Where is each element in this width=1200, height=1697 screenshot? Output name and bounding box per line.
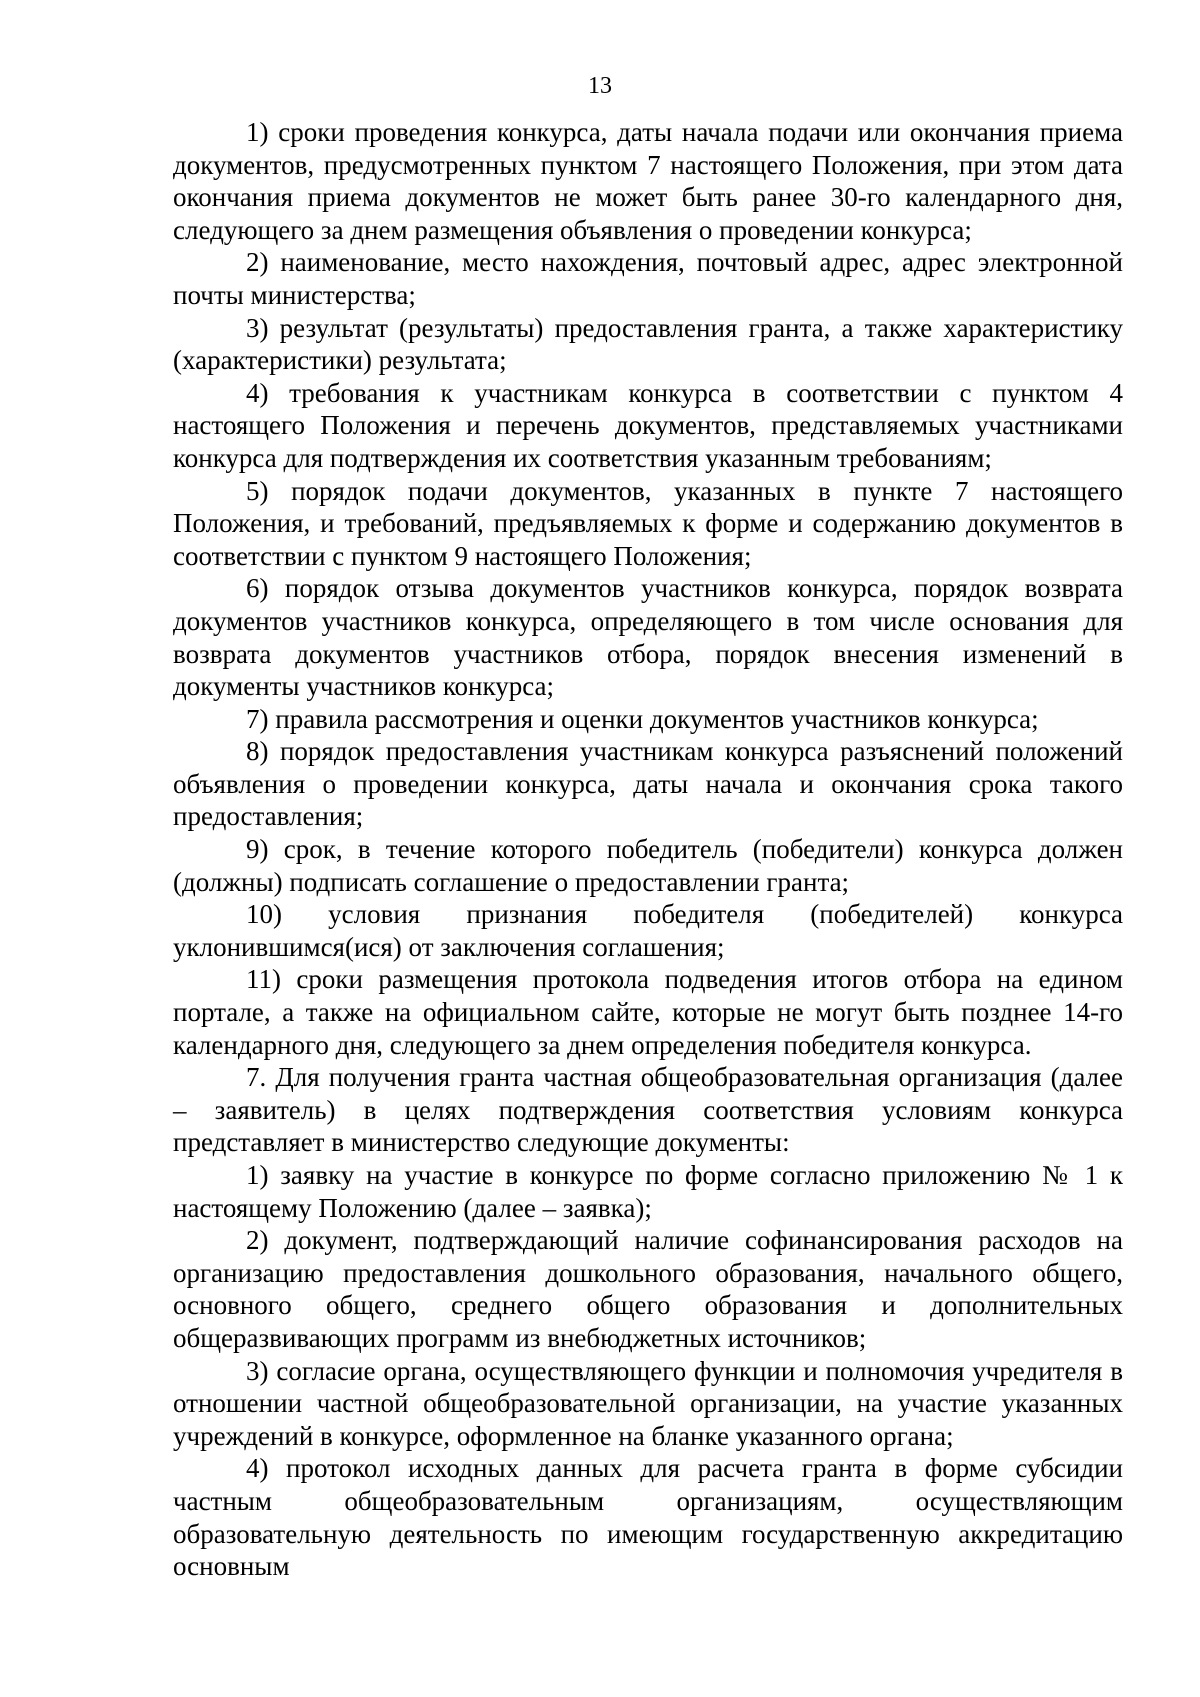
paragraph-item-4-participant-requirements: 4) требования к участникам конкурса в соответствии с пунктом 4 настоящего Положения и перечень документов, представляемых участниками конкурса для подтверждения их соответствия указанным требованиям; bbox=[173, 377, 1123, 473]
paragraph-item-7-evaluation-rules: 7) правила рассмотрения и оценки документов участников конкурса; bbox=[246, 703, 1039, 734]
paragraph-doc-4-protocol: 4) протокол исходных данных для расчета гранта в форме субсидии частным общеобразовательным организациям, осуществляющим образовательную деятельность по имеющим государственную аккредитацию основным bbox=[173, 1453, 1123, 1582]
paragraph-item-8-clarifications: 8) порядок предоставления участникам конкурса разъяснений положений объявления о проведении конкурса, даты начала и окончания срока такого предоставления; bbox=[173, 736, 1123, 832]
document-body bbox=[173, 116, 1123, 1583]
paragraph-item-9-signing-deadline: 9) срок, в течение которого победитель (победители) конкурса должен (должны) подписать соглашение о предоставлении гранта; bbox=[173, 834, 1123, 897]
paragraph-item-11-protocol-publication: 11) сроки размещения протокола подведения итогов отбора на едином портале, а также на официальном сайте, которые не могут быть позднее 14-го календарного дня, следующего за днем определения победителя конкурса. bbox=[173, 964, 1123, 1060]
paragraph-item-3-grant-result: 3) результат (результаты) предоставления гранта, а также характеристику (характеристики) результата; bbox=[173, 312, 1123, 376]
paragraph-doc-3-founder-consent: 3) согласие органа, осуществляющего функции и полномочия учредителя в отношении частной общеобразовательной организации, на участие указанных учреждений в конкурсе, оформленное на бланке указанного органа; bbox=[173, 1355, 1123, 1451]
paragraph-item-6-withdrawal-order: 6) порядок отзыва документов участников конкурса, порядок возврата документов участников конкурса, определяющего в том числе основания для возврата документов участников отбора, порядок внесения изменений в документы участников конкурса; bbox=[173, 573, 1123, 702]
paragraph-section-7-intro: 7. Для получения гранта частная общеобразовательная организация (далее – заявитель) в целях подтверждения соответствия условиям конкурса представляет в министерство следующие документы: bbox=[173, 1062, 1123, 1158]
page-number: 13 bbox=[588, 73, 612, 99]
paragraph-doc-1-application: 1) заявку на участие в конкурсе по форме согласно приложению № 1 к настоящему Положению (далее – заявка); bbox=[173, 1160, 1123, 1223]
paragraph-item-5-submission-order: 5) порядок подачи документов, указанных в пункте 7 настоящего Положения, и требований, предъявляемых к форме и содержанию документов в соответствии с пунктом 9 настоящего Положения; bbox=[173, 475, 1123, 571]
paragraph-doc-2-cofinancing: 2) документ, подтверждающий наличие софинансирования расходов на организацию предоставления дошкольного образования, начального общего, основного общего, среднего общего образования и дополнительных общеразвивающих программ из внебюджетных источников; bbox=[173, 1225, 1123, 1353]
paragraph-item-1-deadlines: 1) сроки проведения конкурса, даты начала подачи или окончания приема документов, предусмотренных пунктом 7 настоящего Положения, при этом дата окончания приема документов не может быть ранее 30-го календарного дня, следующего за днем размещения объявления о проведении конкурса; bbox=[173, 117, 1123, 245]
paragraph-item-2-ministry-address: 2) наименование, место нахождения, почтовый адрес, адрес электронной почты министерства; bbox=[173, 247, 1123, 310]
paragraph-item-10-evasion-conditions: 10) условия признания победителя (победителей) конкурса уклонившимся(ися) от заключения соглашения; bbox=[173, 899, 1123, 962]
